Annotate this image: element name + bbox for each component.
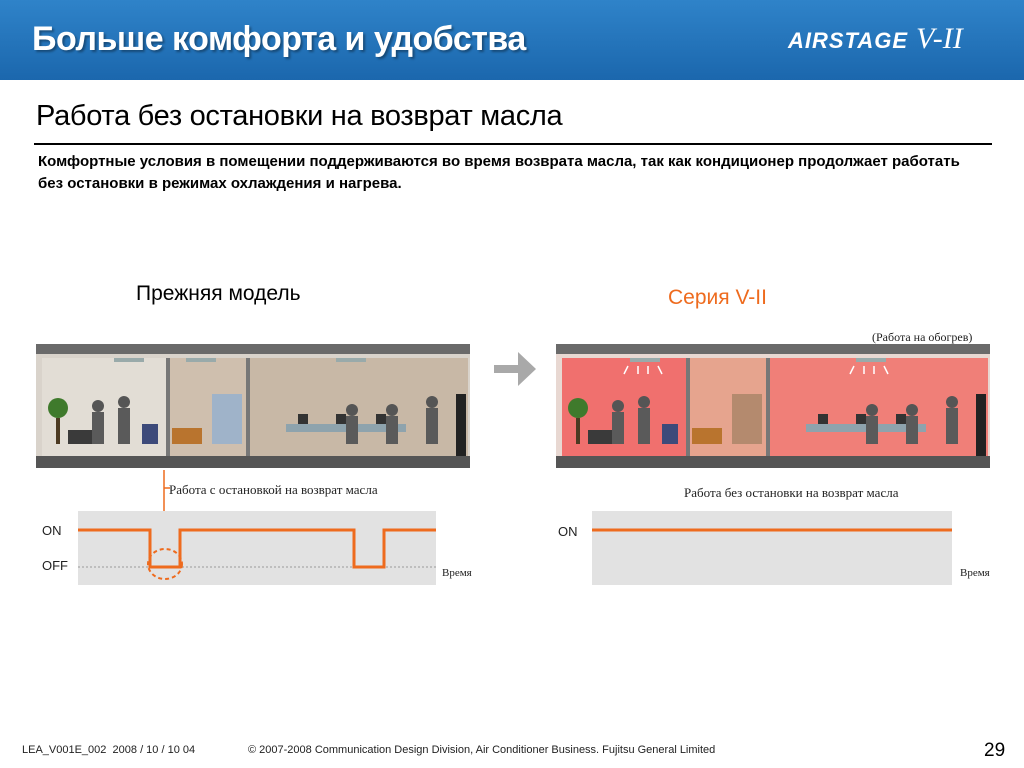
header-bar	[0, 0, 1024, 80]
footer-date: 2008 / 10 / 10 04	[112, 744, 196, 756]
footer-doc-code: LEA_V001E_002	[22, 744, 107, 756]
footer-copyright: © 2007-2008 Communication Design Division, Air Conditioner Business. Fujitsu General Limited	[248, 744, 716, 756]
section-description: Комфортные условия в помещении поддерживаются во время возврата масла, так как кондиционер продолжает работать без остановки в режимах охлаждения и нагрева.	[38, 153, 960, 192]
axis-on-label: ON	[558, 524, 578, 539]
axis-time-label: Время	[442, 567, 472, 579]
old-onoff-chart	[36, 470, 476, 590]
old-building-illustration	[36, 344, 470, 468]
new-building-illustration	[556, 344, 990, 468]
new-series-label: Серия V-II	[668, 286, 767, 309]
old-model-label: Прежняя модель	[136, 282, 301, 305]
page-number: 29	[984, 740, 1006, 761]
section-subtitle: Работа без остановки на возврат масла	[36, 100, 563, 132]
axis-off-label: OFF	[42, 558, 68, 573]
logo-brand: AIRSTAGE	[788, 28, 909, 53]
axis-time-label: Время	[960, 567, 990, 579]
subtitle-divider	[34, 143, 992, 145]
heating-note: (Работа на обогрев)	[872, 330, 973, 344]
axis-on-label: ON	[42, 523, 62, 538]
old-chart-caption: Работа с остановкой на возврат масла	[169, 482, 378, 497]
chart-plot-area	[592, 511, 952, 585]
new-chart-caption: Работа без остановки на возврат масла	[684, 485, 899, 500]
new-onoff-chart	[552, 478, 1004, 590]
chart-plot-area	[78, 511, 436, 585]
airstage-logo	[788, 22, 963, 56]
page-title: Больше комфорта и удобства	[32, 20, 526, 58]
logo-version: V-II	[916, 22, 963, 55]
footer-code	[22, 744, 195, 756]
arrow-right-icon	[494, 344, 538, 394]
